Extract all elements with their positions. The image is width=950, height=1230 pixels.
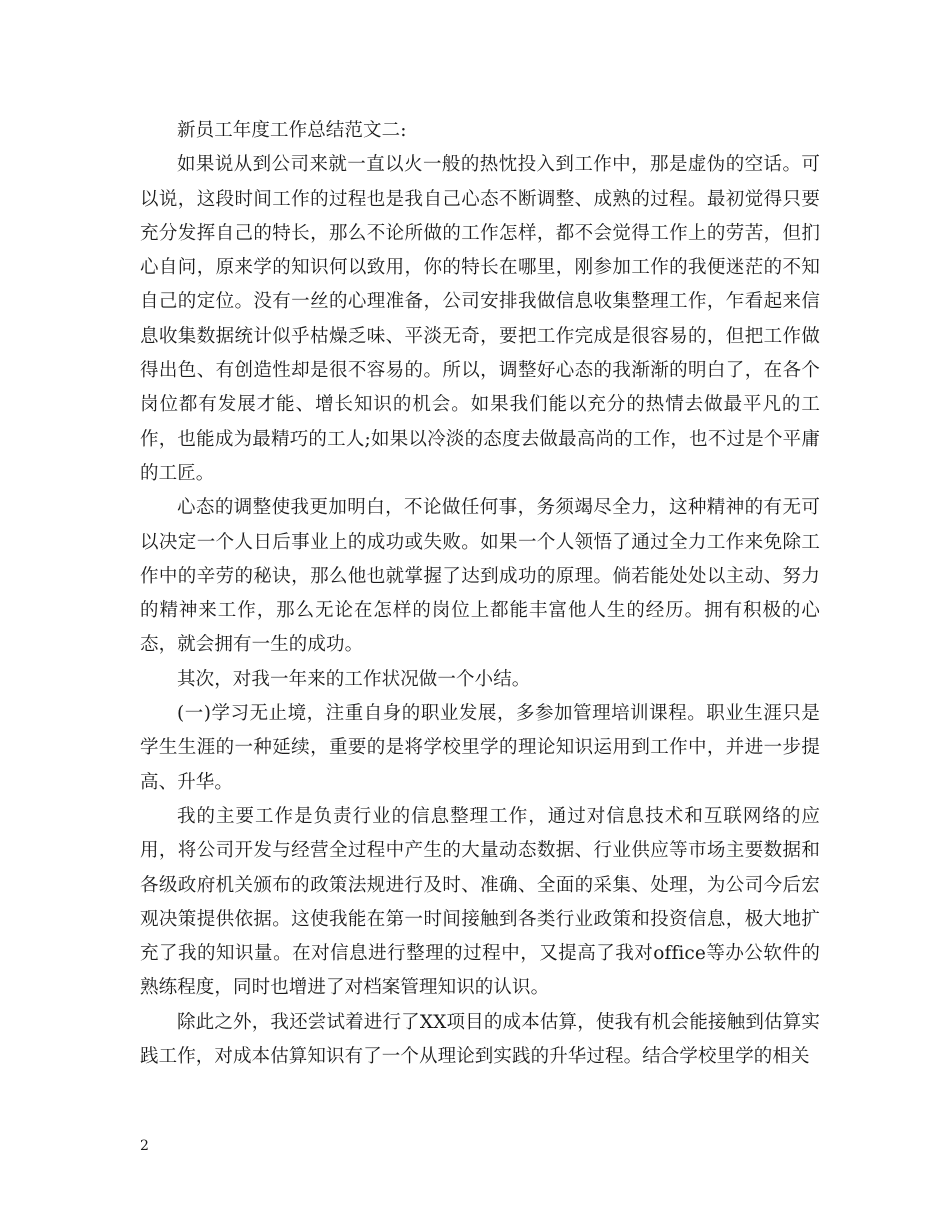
body-paragraph: 如果说从到公司来就一直以火一般的热忱投入到工作中，那是虚伪的空话。可以说，这段时间工作的过程也是我自己心态不断调整、成熟的过程。最初觉得只要充分发挥自己的特长，那么不论所做的工作怎样，都不会觉得工作上的劳苦，但扪心自问，原来学的知识何以致用，你的特长在哪里，刚参加工作的我便迷茫的不知自己的定位。没有一丝的心理准备，公司安排我做信息收集整理工作，乍看起来信息收集数据统计似乎枯燥乏味、平淡无奇，要把工作完成是很容易的，但把工作做得出色、有创造性却是很不容易的。所以，调整好心态的我渐渐的明白了，在各个岗位都有发展才能、增长知识的机会。如果我们能以充分的热情去做最平凡的工作，也能成为最精巧的工人;如果以冷淡的态度去做最高尚的工作，也不过是个平庸的工匠。 <box>140 154 820 484</box>
document-body <box>140 114 820 1074</box>
body-paragraph: (一)学习无止境，注重自身的职业发展，多参加管理培训课程。职业生涯只是学生生涯的一种延续，重要的是将学校里学的理论知识运用到工作中，并进一步提高、升华。 <box>140 703 820 793</box>
body-paragraph: 其次，对我一年来的工作状况做一个小结。 <box>177 668 531 690</box>
heading-paragraph: 新员工年度工作总结范文二: <box>177 120 407 141</box>
body-paragraph: 我的主要工作是负责行业的信息整理工作，通过对信息技术和互联网络的应用，将公司开发与经营全过程中产生的大量动态数据、行业供应等市场主要数据和各级政府机关颁布的政策法规进行及时、准确、全面的采集、处理，为公司今后宏观决策提供依据。这使我能在第一时间接触到各类行业政策和投资信息，极大地扩充了我的知识量。在对信息进行整理的过程中，又提高了我对office等办公软件的熟练程度，同时也增进了对档案管理知识的认识。 <box>140 805 820 999</box>
body-paragraph: 心态的调整使我更加明白，不论做任何事，务须竭尽全力，这种精神的有无可以决定一个人日后事业上的成功或失败。如果一个人领悟了通过全力工作来免除工作中的辛劳的秘诀，那么他也就掌握了达到成功的原理。倘若能处处以主动、努力的精神来工作，那么无论在怎样的岗位上都能丰富他人生的经历。拥有积极的心态，就会拥有一生的成功。 <box>140 497 820 656</box>
page-number: 2 <box>140 1138 149 1154</box>
body-paragraph: 除此之外，我还尝试着进行了XX项目的成本估算，使我有机会能接触到估算实践工作，对成本估算知识有了一个从理论到实践的升华过程。结合学校里学的相关 <box>140 1011 820 1068</box>
